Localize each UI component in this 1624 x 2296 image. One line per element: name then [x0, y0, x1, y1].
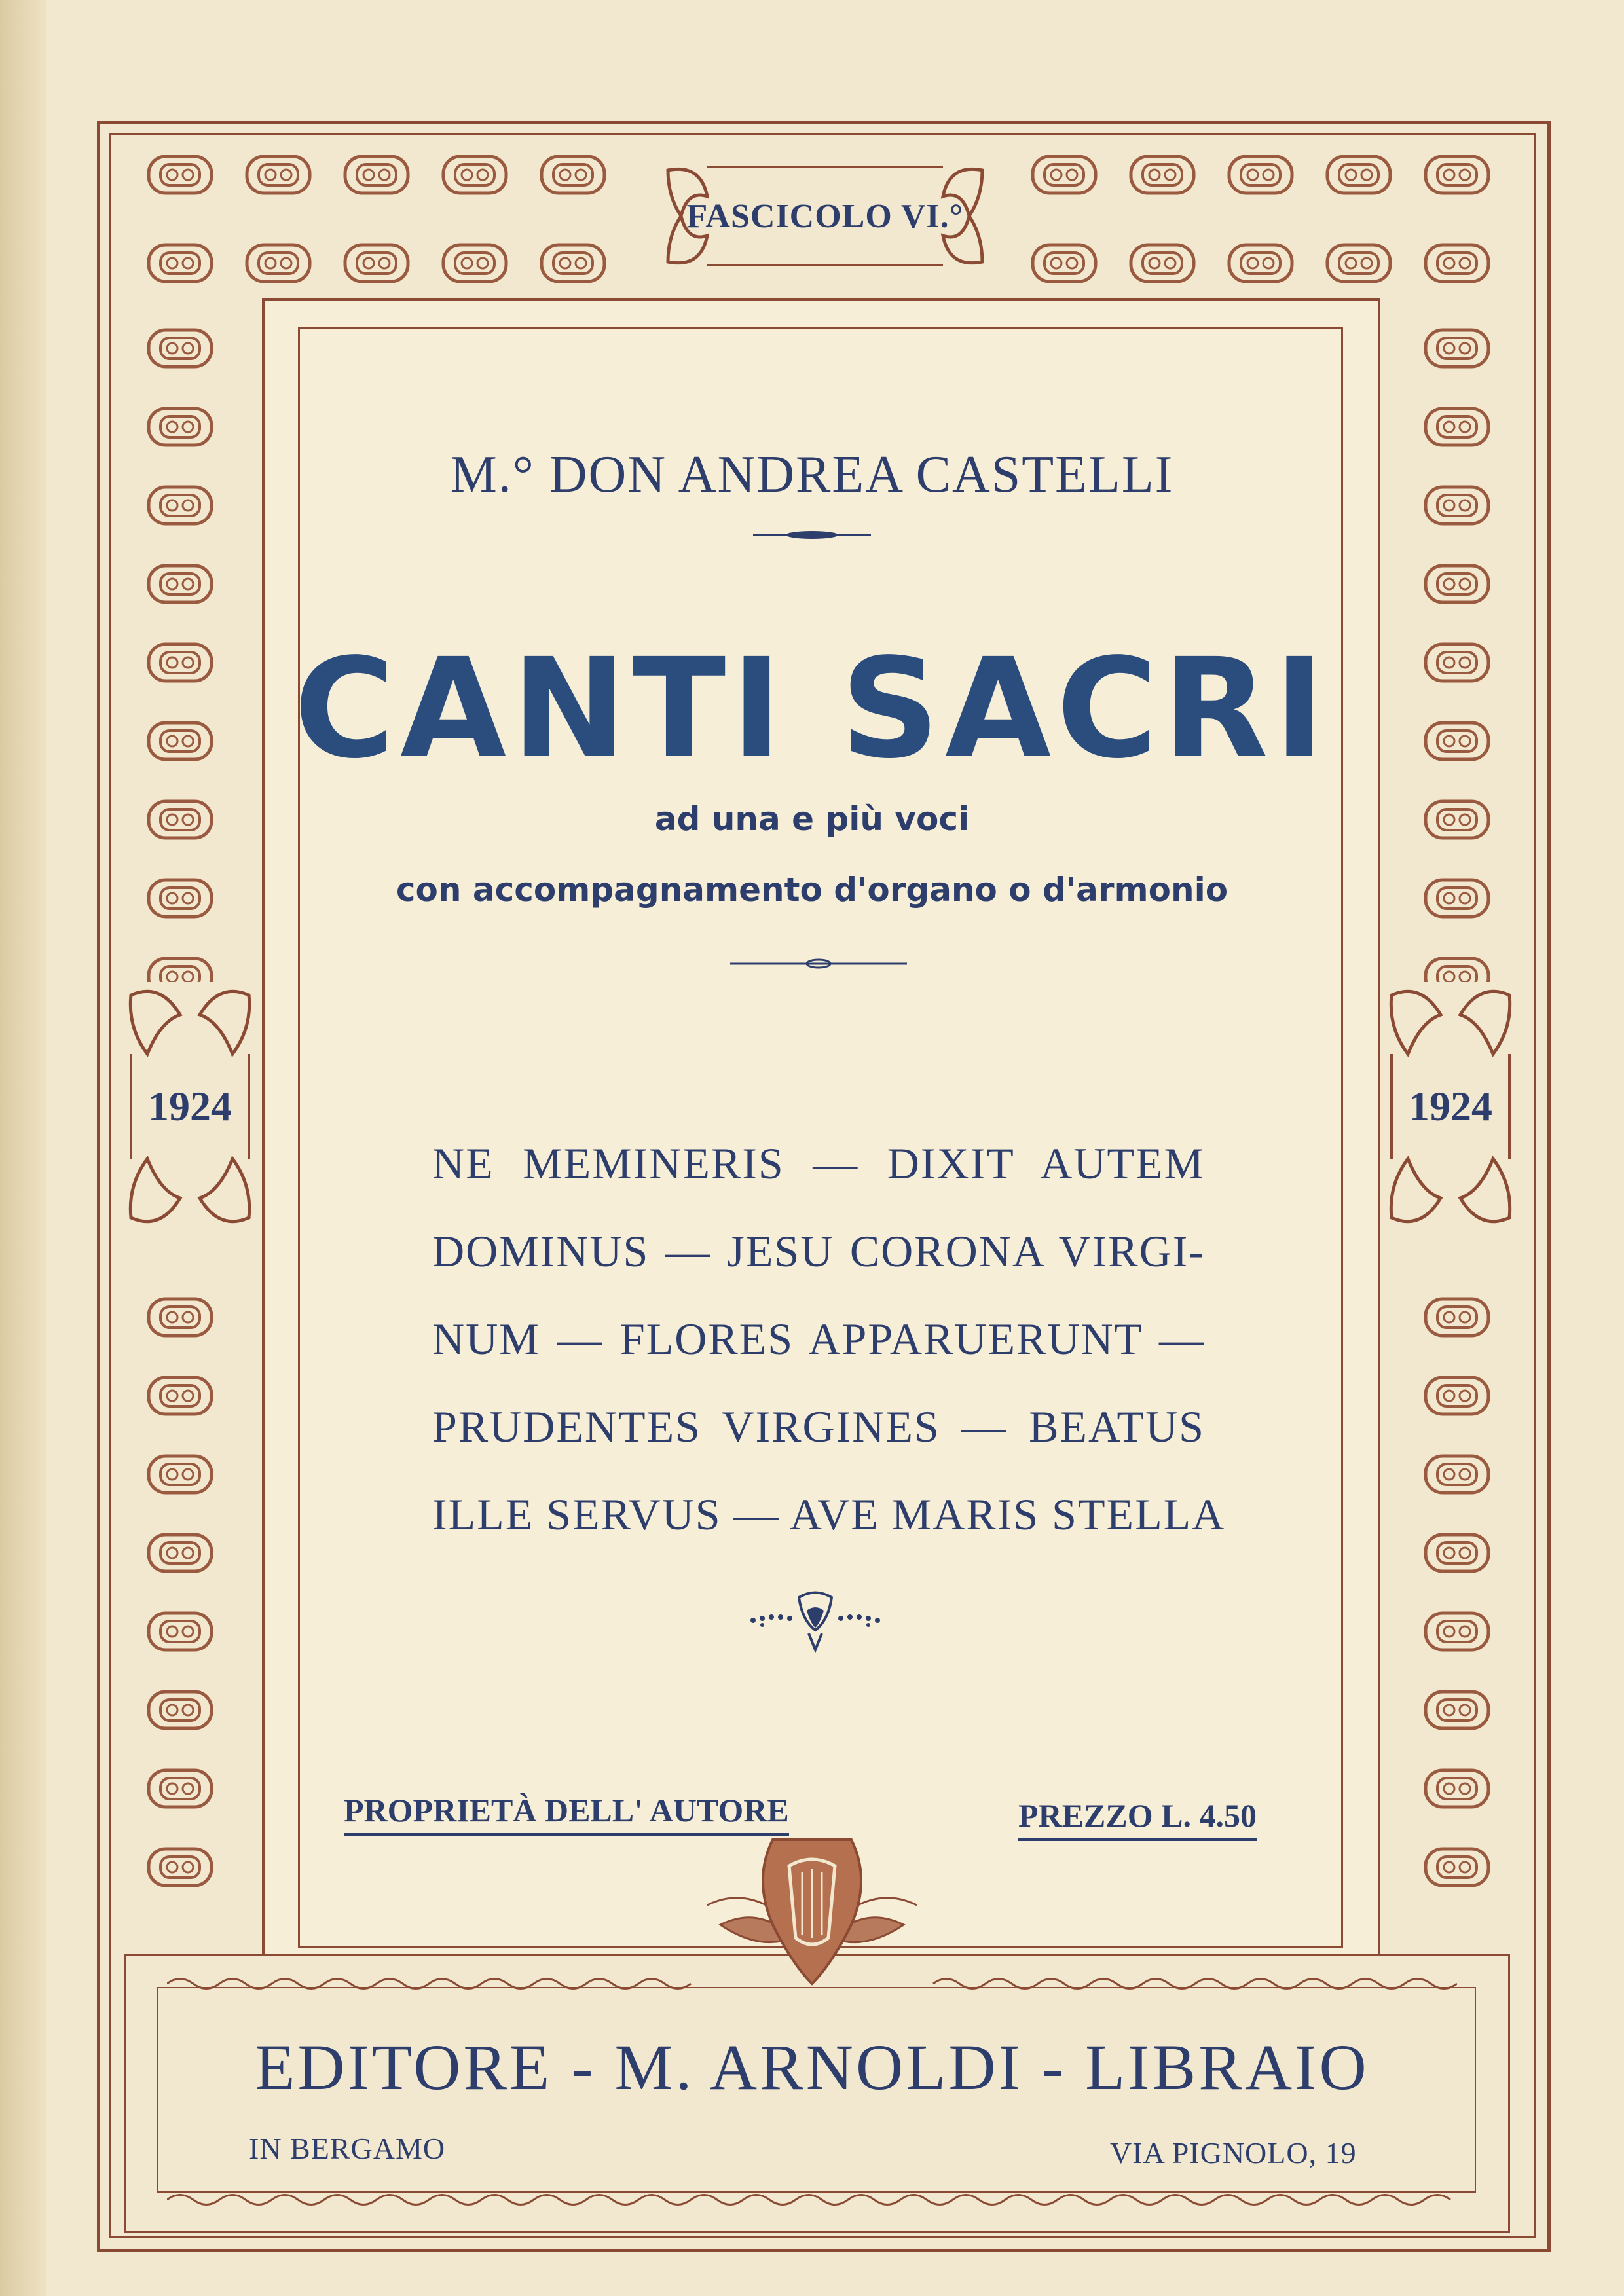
scroll-border-bottom — [167, 2190, 1457, 2210]
cartouche-scroll-icon — [1382, 982, 1519, 1231]
fleuron-ornament-icon — [747, 1584, 884, 1656]
flourish-divider-icon — [730, 956, 907, 972]
fascicle-label: FASCICOLO VI.° — [686, 197, 964, 235]
year-label-right: 1924 — [1409, 1083, 1492, 1129]
subtitle-line-2: con accompagnamento d'organo o d'armonio — [396, 871, 1228, 909]
contents-line: DOMINUS — JESU CORONA VIRGI- — [432, 1226, 1205, 1276]
contents-line: NUM — FLORES APPARUERUNT — — [432, 1314, 1205, 1364]
flourish-divider-icon — [753, 527, 871, 543]
subtitle-line-1: ad una e più voci — [654, 800, 970, 838]
price-label: PREZZO L. 4.50 — [1018, 1796, 1257, 1841]
contents-list — [432, 1120, 1226, 1558]
main-title: CANTI SACRI — [293, 629, 1331, 789]
year-cartouche-left — [121, 982, 259, 1231]
publisher-city: IN BERGAMO — [249, 2132, 446, 2165]
lyre-emblem-icon — [694, 1827, 930, 1997]
year-label-left: 1924 — [148, 1083, 232, 1129]
rights-notice: PROPRIETÀ DELL' AUTORE — [344, 1791, 789, 1836]
year-cartouche-right — [1382, 982, 1519, 1231]
contents-line: ILLE SERVUS — AVE MARIS STELLA — [432, 1489, 1226, 1539]
scroll-border-top — [167, 1974, 1457, 1994]
cartouche-scroll-icon — [121, 982, 259, 1231]
publisher-name: EDITORE - M. ARNOLDI - LIBRAIO — [255, 2031, 1369, 2104]
contents-line: NE MEMINERIS — DIXIT AUTEM — [432, 1139, 1205, 1188]
author-name: M.° DON ANDREA CASTELLI — [450, 446, 1174, 503]
cartouche-scroll-icon — [655, 157, 995, 275]
publisher-address: VIA PIGNOLO, 19 — [1110, 2136, 1357, 2170]
spine-edge — [0, 0, 46, 2296]
contents-line: PRUDENTES VIRGINES — BEATUS — [432, 1402, 1205, 1451]
fascicle-cartouche — [655, 157, 995, 275]
